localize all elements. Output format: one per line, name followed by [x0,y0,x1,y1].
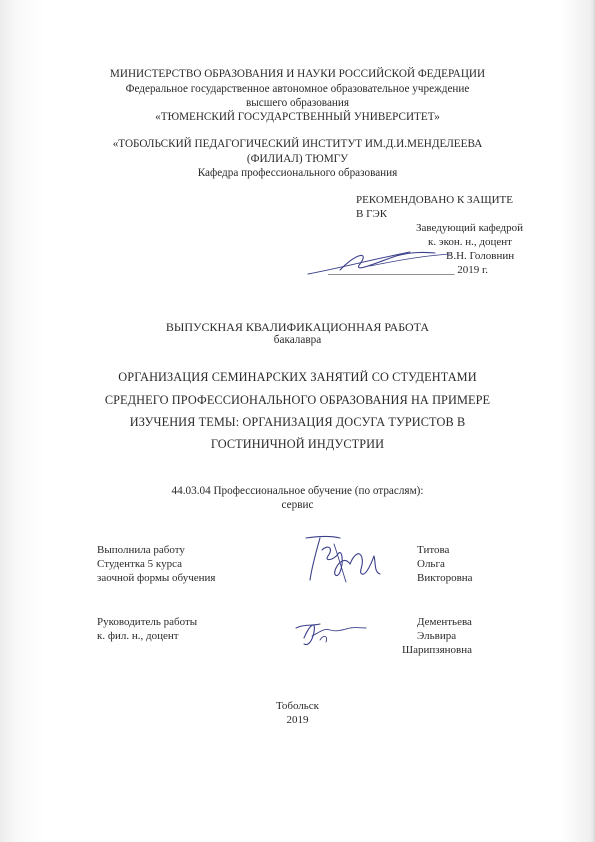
theme-line-3: ИЗУЧЕНИЯ ТЕМЫ: ОРГАНИЗАЦИЯ ДОСУГА ТУРИСТОВ В [129,415,466,429]
institution-type-line-2: высшего образования [245,97,350,109]
approval-line-2: В ГЭК [356,208,388,220]
approval-head-name: В.Н. Головнин [446,250,515,262]
approval-line-1: РЕКОМЕНДОВАНО К ЗАЩИТЕ [356,194,513,206]
thesis-type: ВЫПУСКНАЯ КВАЛИФИКАЦИОННАЯ РАБОТА [165,320,430,334]
supervisor-label-2: к. фил. н., доцент [97,630,179,642]
supervisor-surname: Дементьева [417,616,472,628]
theme-line-4: ГОСТИНИЧНОЙ ИНДУСТРИИ [210,437,385,451]
theme-line-1: ОРГАНИЗАЦИЯ СЕМИНАРСКИХ ЗАНЯТИЙ СО СТУДЕНТАМИ [118,370,477,384]
approval-head-title: Заведующий кафедрой [416,222,523,234]
specialty-line-2: сервис [281,499,314,511]
supervisor-label-1: Руководитель работы [97,616,198,628]
specialty-line-1: 44.03.04 Профессиональное обучение (по отраслям): [171,485,424,497]
university-name: «ТЮМЕНСКИЙ ГОСУДАРСТВЕННЫЙ УНИВЕРСИТЕТ» [155,111,440,123]
head-signature [300,244,460,278]
supervisor-patronymic: Шарипзяновна [402,644,473,656]
student-label-3: заочной формы обучения [97,572,216,584]
thesis-degree: бакалавра [273,334,322,346]
student-name: Ольга [417,558,445,570]
student-label-2: Студентка 5 курса [97,558,182,570]
approval-head-degree: к. экон. н., доцент [428,236,512,248]
ministry-title: МИНИСТЕРСТВО ОБРАЗОВАНИЯ И НАУКИ РОССИЙСКОЙ ФЕДЕРАЦИИ [109,68,486,80]
branch-name-line-2: (ФИЛИАЛ) ТЮМГУ [246,153,349,165]
branch-name-line-1: «ТОБОЛЬСКИЙ ПЕДАГОГИЧЕСКИЙ ИНСТИТУТ ИМ.Д.И.МЕНДЕЛЕЕВА [112,138,483,150]
theme-line-2: СРЕДНЕГО ПРОФЕССИОНАЛЬНОГО ОБРАЗОВАНИЯ НА ПРИМЕРЕ [104,393,491,407]
footer-city: Тобольск [275,700,320,712]
student-surname: Титова [417,544,450,556]
supervisor-name: Эльвира [417,630,457,642]
supervisor-signature [290,614,370,650]
department-name: Кафедра профессионального образования [197,167,398,179]
student-label-1: Выполнила работу [97,544,185,556]
institution-type-line-1: Федеральное государственное автономное образовательное учреждение [125,83,470,95]
footer-year: 2019 [286,714,309,726]
approval-date-line: _______________________ 2019 г. [328,264,489,276]
student-patronymic: Викторовна [417,572,473,584]
student-signature [300,532,390,588]
